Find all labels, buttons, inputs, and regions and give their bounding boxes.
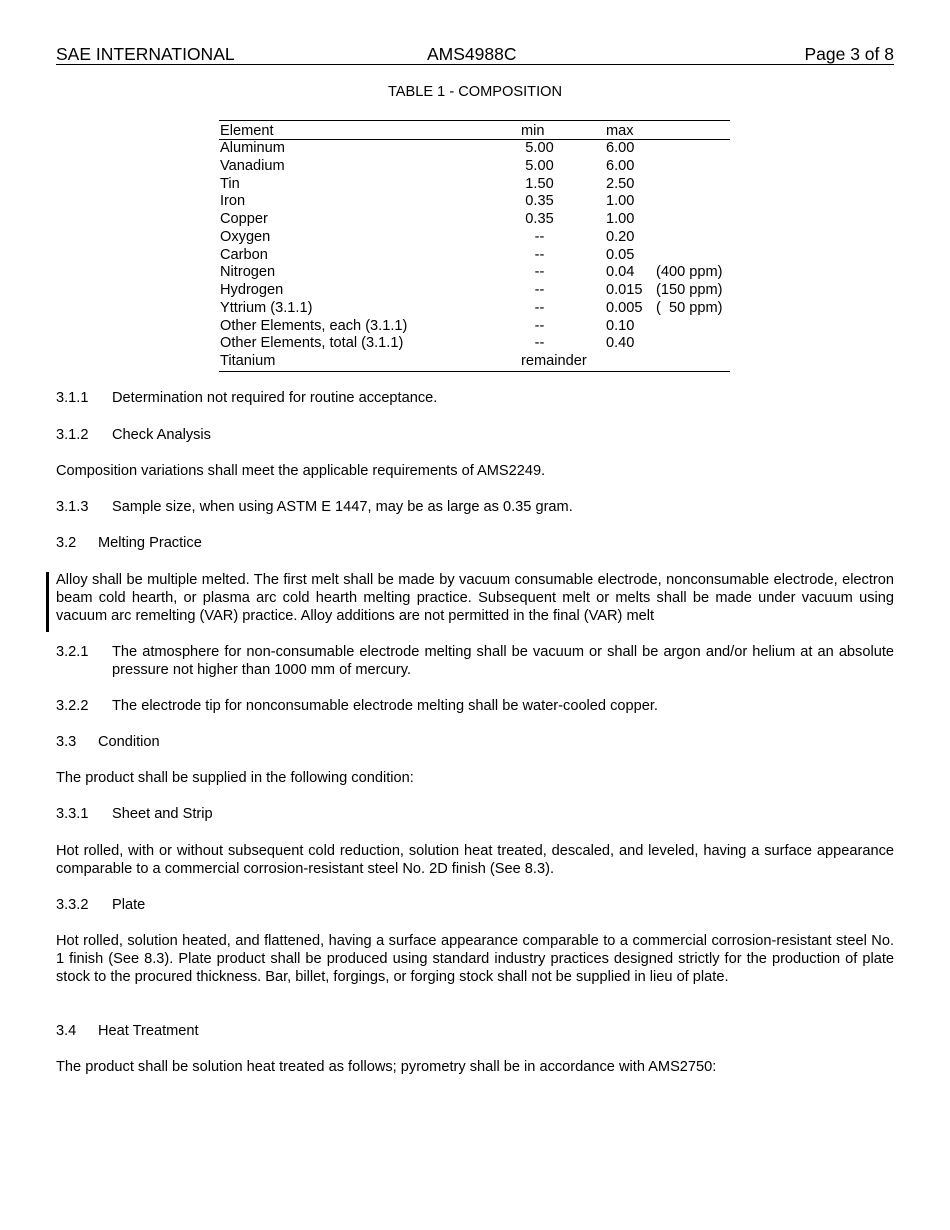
section-3-3-body: The product shall be supplied in the following condition: <box>56 770 414 786</box>
min-cell: -- <box>534 282 545 298</box>
composition-table <box>219 120 730 372</box>
column-header-min: min <box>521 123 545 139</box>
section-3-2-1 <box>56 644 894 680</box>
section-title: Check Analysis <box>112 427 211 443</box>
max-cell: 1.00 <box>606 193 635 210</box>
max-cell: 6.00 <box>606 140 635 156</box>
max-cell: 0.015 <box>606 282 643 298</box>
table-row <box>219 140 730 158</box>
table-row <box>219 247 730 265</box>
table-row <box>219 264 730 282</box>
section-text: The atmosphere for non-consumable electrode melting shall be vacuum or shall be argon and/or helium at an absolute pressure not higher than 1000 mm of mercury. <box>112 644 894 678</box>
ppm-note-cell: (150 ppm) <box>656 282 723 298</box>
section-number: 3.1.2 <box>56 427 89 443</box>
section-3-2-body: Alloy shall be multiple melted. The first melt shall be made by vacuum consumable electrode, nonconsumable electrode, electron beam cold hearth, or plasma arc cold hearth melting practice. Subsequent melt or melts shall be made under vacuum using vacuum arc remelting (VAR) practice. Alloy additions are not permitted in the final (VAR) melt <box>56 572 894 624</box>
min-cell: -- <box>534 299 545 316</box>
header-org: SAE INTERNATIONAL <box>56 44 235 64</box>
max-cell: 0.005 <box>606 299 643 316</box>
element-cell: Iron <box>220 193 246 210</box>
section-3-4-heading <box>56 1023 894 1041</box>
max-cell: 6.00 <box>606 157 635 174</box>
section-3-3-heading <box>56 734 894 752</box>
header-doc-number: AMS4988C <box>427 44 517 64</box>
max-cell: 0.40 <box>606 335 635 352</box>
section-3-1-1 <box>56 390 894 408</box>
table-title: TABLE 1 - COMPOSITION <box>387 84 563 100</box>
element-cell: Tin <box>220 175 240 192</box>
column-header-max: max <box>606 123 634 139</box>
ppm-note-cell: (400 ppm) <box>656 264 723 281</box>
ppm-note-cell: ( 50 ppm) <box>656 299 723 316</box>
element-cell: Yttrium (3.1.1) <box>220 299 313 316</box>
section-number: 3.1.3 <box>56 499 89 515</box>
section-3-4-body: The product shall be solution heat treated as follows; pyrometry shall be in accordance with AMS2750: <box>56 1059 717 1075</box>
table-row <box>219 335 730 353</box>
section-number: 3.2.1 <box>56 644 89 660</box>
section-3-2-heading <box>56 535 894 553</box>
section-3-2-2 <box>56 698 894 716</box>
revision-change-bar <box>46 572 49 632</box>
section-number: 3.1.1 <box>56 390 89 406</box>
header-page-number: Page 3 of 8 <box>804 44 894 64</box>
min-cell: 5.00 <box>525 140 554 156</box>
section-number: 3.2.2 <box>56 698 89 714</box>
min-cell: -- <box>534 228 545 245</box>
table-row <box>219 176 730 194</box>
min-cell: -- <box>534 335 545 352</box>
section-3-1-2-heading <box>56 427 894 445</box>
element-cell: Vanadium <box>220 157 285 174</box>
element-cell: Copper <box>220 211 268 227</box>
table-row <box>219 193 730 211</box>
section-title: Melting Practice <box>98 535 202 551</box>
min-cell: -- <box>534 246 545 263</box>
table-row <box>219 282 730 300</box>
page-header <box>56 44 894 65</box>
min-cell: -- <box>534 317 545 334</box>
element-cell: Hydrogen <box>220 282 284 298</box>
section-3-1-2-body: Composition variations shall meet the applicable requirements of AMS2249. <box>56 463 546 479</box>
section-number: 3.2 <box>56 535 77 551</box>
section-number: 3.3.2 <box>56 897 89 913</box>
section-title: Plate <box>112 897 146 913</box>
element-cell: Carbon <box>220 246 268 263</box>
min-cell: -- <box>534 264 545 281</box>
section-text: Determination not required for routine acceptance. <box>112 390 438 406</box>
table-row <box>219 300 730 318</box>
table-row <box>219 318 730 336</box>
section-number: 3.3.1 <box>56 806 89 822</box>
min-cell: 1.50 <box>525 175 554 192</box>
section-text: The electrode tip for nonconsumable electrode melting shall be water-cooled copper. <box>112 698 658 714</box>
table-row <box>219 353 730 371</box>
table-body <box>219 140 730 371</box>
section-3-3-1-body: Hot rolled, with or without subsequent cold reduction, solution heat treated, descaled, and leveled, having a surface appearance comparable to a commercial corrosion-resistant steel No. 2D finish (See 8.3). <box>56 843 894 877</box>
column-header-element: Element <box>220 123 274 139</box>
element-cell: Titanium <box>220 353 276 369</box>
element-cell: Other Elements, each (3.1.1) <box>220 317 408 334</box>
section-title: Sheet and Strip <box>112 806 213 822</box>
table-row <box>219 229 730 247</box>
section-3-3-1-heading <box>56 806 894 824</box>
section-number: 3.3 <box>56 734 77 750</box>
table-row <box>219 158 730 176</box>
section-3-3-2-heading <box>56 897 894 915</box>
element-cell: Other Elements, total (3.1.1) <box>220 335 404 352</box>
max-cell: 0.20 <box>606 228 635 245</box>
min-cell: 0.35 <box>525 211 554 227</box>
max-cell: 2.50 <box>606 175 635 192</box>
section-number: 3.4 <box>56 1023 77 1039</box>
element-cell: Aluminum <box>220 140 285 156</box>
max-cell: 1.00 <box>606 211 635 227</box>
section-3-3-2-body: Hot rolled, solution heated, and flattened, having a surface appearance comparable to a commercial corrosion-resistant steel No. 1 finish (See 8.3). Plate product shall be produced using standard industry practices designed strictly for the production of plate stock to the procured thickness. Bar, billet, forgings, or forging stock shall not be supplied in lieu of plate. <box>56 933 894 985</box>
table-header-row <box>219 121 730 140</box>
table-row <box>219 211 730 229</box>
min-cell: 0.35 <box>525 193 554 210</box>
section-title: Condition <box>98 734 160 750</box>
min-cell: remainder <box>521 353 587 369</box>
max-cell: 0.10 <box>606 317 635 334</box>
section-title: Heat Treatment <box>98 1023 199 1039</box>
max-cell: 0.05 <box>606 246 635 263</box>
element-cell: Nitrogen <box>220 264 276 281</box>
section-text: Sample size, when using ASTM E 1447, may be as large as 0.35 gram. <box>112 499 573 515</box>
element-cell: Oxygen <box>220 228 271 245</box>
max-cell: 0.04 <box>606 264 635 281</box>
min-cell: 5.00 <box>525 157 554 174</box>
section-3-1-3 <box>56 499 894 517</box>
